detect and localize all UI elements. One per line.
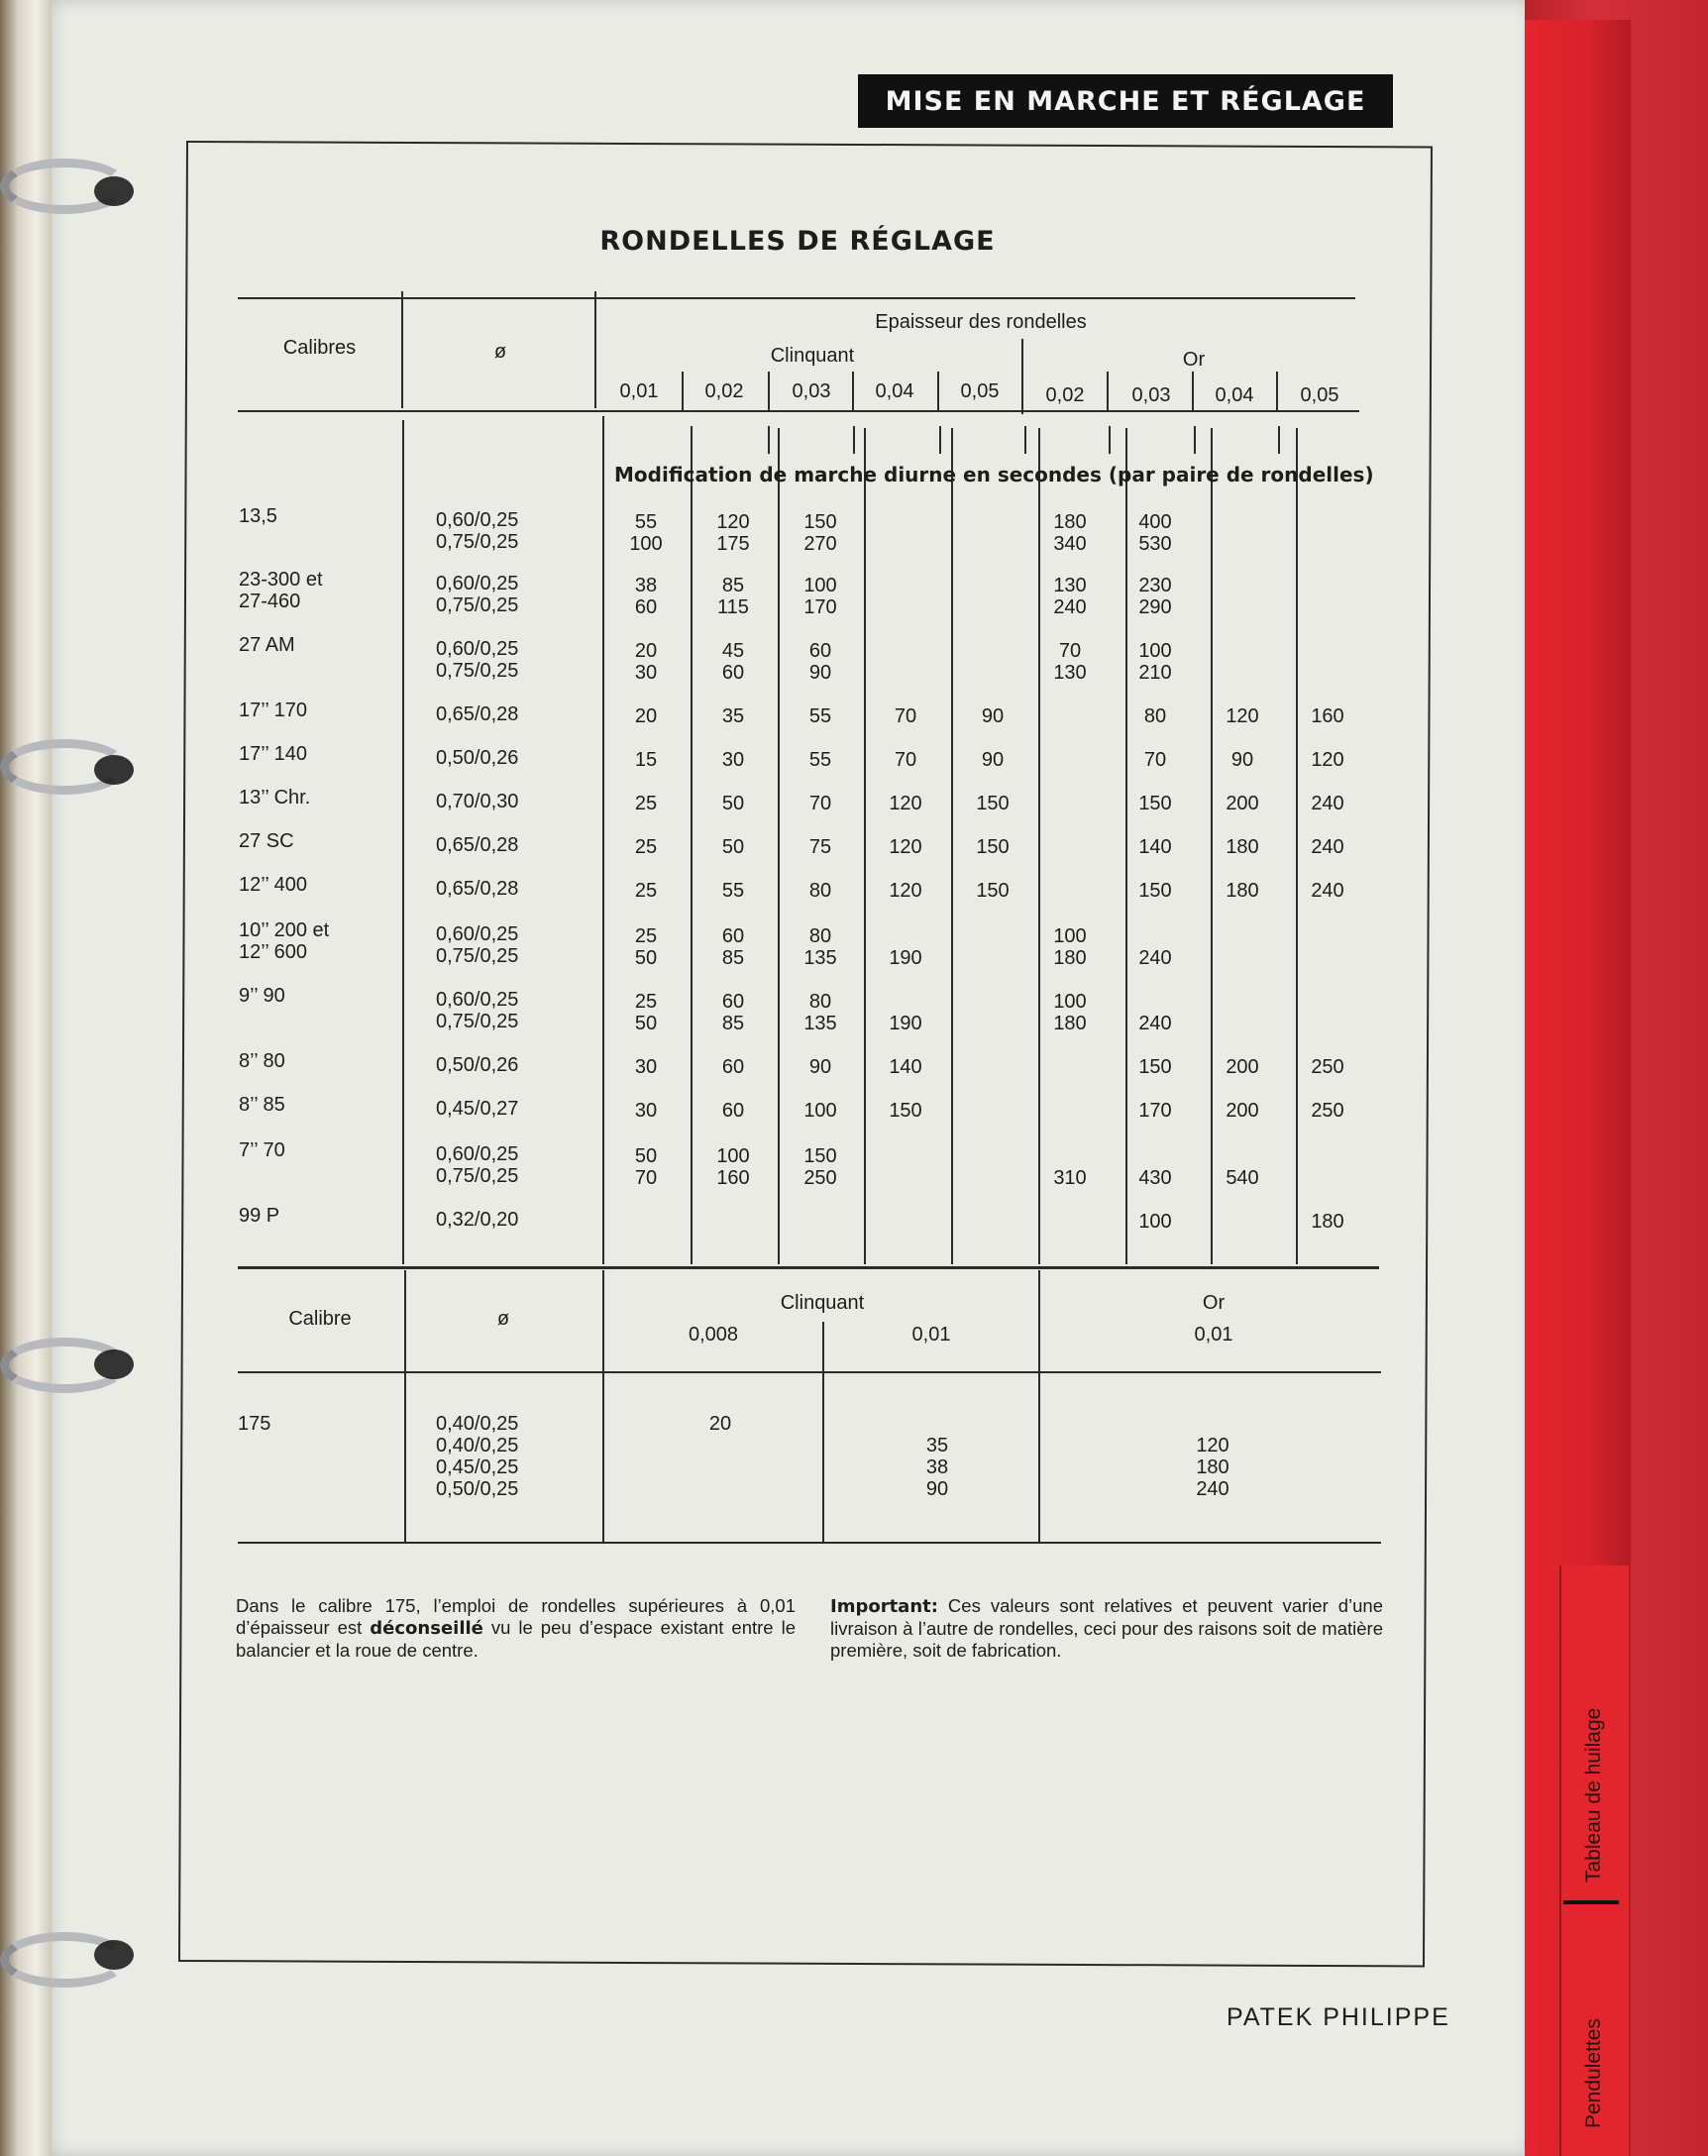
table1-cell-c3: 150: [803, 1145, 837, 1167]
table1-cell-c2: 100: [716, 1145, 750, 1167]
table1-top-rule: [238, 297, 1355, 299]
table1-col-calibres: Calibres: [282, 337, 357, 359]
table1-row-diameter: 0,60/0,25: [436, 509, 519, 531]
tab-tableau-de-huilage[interactable]: Tableau de huilage: [1582, 1707, 1605, 1883]
table1-row-diameter: 0,50/0,26: [436, 747, 519, 769]
table1-clinquant-label: Clinquant: [770, 345, 855, 367]
brand-footer: PATEK PHILIPPE: [1227, 2003, 1450, 2031]
table1-row-diameter: 0,75/0,25: [436, 1165, 519, 1187]
table1-row-diameter: 0,60/0,25: [436, 1143, 519, 1165]
table1-row-calibre: 99 P: [239, 1205, 280, 1227]
table1-cell-o2: 530: [1138, 533, 1172, 555]
table1-tick: [1024, 426, 1026, 454]
table1-row-diameter: 0,75/0,25: [436, 594, 519, 616]
table1-cell-o4: 250: [1311, 1056, 1344, 1078]
table1-cell-o2: 150: [1138, 793, 1172, 814]
table1-or-col: 0,03: [1131, 384, 1171, 406]
table1-cell-c1: 25: [634, 991, 658, 1013]
table1-cell-c2: 85: [721, 947, 745, 969]
table1-cell-c3: 100: [803, 1100, 837, 1122]
table1-cell-o3: 200: [1226, 1056, 1259, 1078]
table1-cell-o3: 180: [1226, 880, 1259, 902]
binder-spine: [0, 0, 52, 2156]
table2-cell-001: 90: [925, 1478, 949, 1500]
table1-or-col: 0,05: [1300, 384, 1339, 406]
table2-diameter: 0,40/0,25: [436, 1413, 519, 1435]
table2-clinquant-label: Clinquant: [780, 1292, 865, 1314]
table1-cell-c2: 160: [716, 1167, 750, 1189]
table1-row-diameter: 0,70/0,30: [436, 791, 519, 812]
table1-tick: [602, 426, 604, 454]
note-calibre-175: [236, 1595, 796, 1662]
table1-cell-o2: 400: [1138, 511, 1172, 533]
table1-cell-o2: 150: [1138, 1056, 1172, 1078]
table1-cell-c1: 38: [634, 575, 658, 596]
table1-row-calibre: 13’’ Chr.: [239, 787, 311, 808]
table1-cell-c3: 80: [808, 880, 832, 902]
table1-cell-o3: 180: [1226, 836, 1259, 858]
table1-tick: [1194, 426, 1196, 454]
table1-clinquant-col: 0,02: [704, 380, 744, 402]
table2-vline-dia: [602, 1270, 604, 1542]
table2-calibre: 175: [238, 1413, 271, 1435]
table2-diameter: 0,40/0,25: [436, 1435, 519, 1456]
table1-cell-c3: 135: [803, 1013, 837, 1034]
table1-cell-c4: 190: [889, 1013, 922, 1034]
table1-cell-c1: 50: [634, 947, 658, 969]
table1-row-diameter: 0,65/0,28: [436, 703, 519, 725]
table1-header-divider: [768, 372, 770, 411]
table2-cell-001: 38: [925, 1456, 949, 1478]
table1-row-diameter: 0,60/0,25: [436, 573, 519, 594]
table1-cell-c4: 140: [889, 1056, 922, 1078]
table1-cell-c2: 35: [721, 705, 745, 727]
table1-cell-o2: 230: [1138, 575, 1172, 596]
table1-cell-c1: 30: [634, 1100, 658, 1122]
table1-cell-c1: 20: [634, 640, 658, 662]
table1-cell-c1: 50: [634, 1013, 658, 1034]
table1-row-calibre: 8’’ 85: [239, 1094, 285, 1116]
table1-cell-c2: 55: [721, 880, 745, 902]
table1-cell-c3: 270: [803, 533, 837, 555]
table1-row-calibre: 17’’ 140: [239, 743, 307, 765]
table1-row-calibre: 13,5: [239, 505, 277, 527]
table1-cell-c5: 150: [976, 793, 1010, 814]
table1-bottom-rule: [238, 1266, 1379, 1269]
table1-cell-o2: 170: [1138, 1100, 1172, 1122]
table1-cell-o3: 120: [1226, 705, 1259, 727]
table1-row-diameter: 0,45/0,27: [436, 1098, 519, 1120]
table1-cell-c2: 60: [721, 1100, 745, 1122]
table1-row-calibre: 8’’ 80: [239, 1050, 285, 1072]
table1-cell-o2: 150: [1138, 880, 1172, 902]
table1-cell-c1: 25: [634, 793, 658, 814]
table1-tick: [691, 426, 693, 454]
table1-cell-c2: 50: [721, 793, 745, 814]
table2-or-label: Or: [1202, 1292, 1226, 1314]
table1-cell-c2: 85: [721, 1013, 745, 1034]
table1-tick: [1109, 426, 1111, 454]
table1-cell-o4: 240: [1311, 836, 1344, 858]
table1-cell-o3: 540: [1226, 1167, 1259, 1189]
table1-cell-c3: 60: [808, 640, 832, 662]
table1-row-diameter: 0,75/0,25: [436, 1011, 519, 1032]
table1-cell-o2: 80: [1143, 705, 1167, 727]
table2-cell-0008: 20: [708, 1413, 732, 1435]
ring-hole-1: [94, 176, 134, 206]
table2-col-diameter: ø: [496, 1308, 510, 1330]
table1-cell-c3: 100: [803, 575, 837, 596]
note-left-text-end: vu le peu d’espace existant entre le balancier et la roue de centre.: [236, 1617, 796, 1661]
table1-cell-c4: 150: [889, 1100, 922, 1122]
tab-pendulettes[interactable]: Pendulettes: [1582, 2018, 1605, 2128]
table1-tick: [939, 426, 941, 454]
table1-cell-c3: 55: [808, 749, 832, 771]
table1-cell-c2: 120: [716, 511, 750, 533]
ring-hole-4: [94, 1940, 134, 1970]
table1-cell-o1: 240: [1053, 596, 1087, 618]
note-left-text: Dans le calibre 175, l’emploi de rondelles supérieures à 0,01 d’épaisseur est: [236, 1595, 796, 1638]
table1-cell-o1: 100: [1053, 991, 1087, 1013]
table1-cell-o4: 120: [1311, 749, 1344, 771]
table1-cell-c1: 55: [634, 511, 658, 533]
note-important: [830, 1595, 1383, 1662]
table1-tick: [853, 426, 855, 454]
table1-cell-c5: 90: [981, 749, 1005, 771]
table1-cell-c3: 150: [803, 511, 837, 533]
table1-cell-c4: 120: [889, 880, 922, 902]
table1-cell-o1: 130: [1053, 662, 1087, 684]
table1-cell-c3: 80: [808, 925, 832, 947]
table1-row-calibre: 27 AM: [239, 634, 295, 656]
table1-cell-c2: 115: [717, 596, 749, 618]
table1-row-calibre: 9’’ 90: [239, 985, 285, 1007]
table1-cell-c1: 25: [634, 925, 658, 947]
table1-cell-c3: 250: [803, 1167, 837, 1189]
table1-cell-c1: 25: [634, 880, 658, 902]
table1-clinquant-col: 0,05: [960, 380, 1000, 402]
table1-clinquant-col: 0,03: [792, 380, 831, 402]
table1-cell-o1: 70: [1058, 640, 1082, 662]
table1-row-diameter: 0,60/0,25: [436, 638, 519, 660]
table2-col-001: 0,01: [911, 1324, 951, 1346]
table1-cell-c3: 55: [808, 705, 832, 727]
table1-cell-o3: 200: [1226, 793, 1259, 814]
table1-cell-c1: 30: [634, 1056, 658, 1078]
table1-row-calibre: 27-460: [239, 591, 301, 612]
table1-body-vline-dia: [602, 416, 604, 1264]
table2-cell-or-001: 240: [1196, 1478, 1229, 1500]
table1-cell-c2: 50: [721, 836, 745, 858]
table1-cell-o2: 100: [1138, 1211, 1172, 1233]
table1-cell-c3: 75: [808, 836, 832, 858]
table1-cell-c1: 20: [634, 705, 658, 727]
table1-clinquant-col: 0,01: [619, 380, 659, 402]
table1-cell-c5: 150: [976, 880, 1010, 902]
table1-cell-c5: 90: [981, 705, 1005, 727]
table1-cell-o4: 240: [1311, 880, 1344, 902]
table1-cell-c1: 25: [634, 836, 658, 858]
note-left-bold: déconseillé: [370, 1618, 483, 1639]
table1-cell-c1: 100: [629, 533, 663, 555]
table1-row-diameter: 0,32/0,20: [436, 1209, 519, 1231]
table2-vline-clinquant-or: [1038, 1270, 1040, 1542]
table1-cell-o2: 290: [1138, 596, 1172, 618]
table1-row-diameter: 0,75/0,25: [436, 660, 519, 682]
table1-cell-c4: 70: [894, 749, 917, 771]
table1-or-col: 0,04: [1215, 384, 1254, 406]
table1-cell-o4: 240: [1311, 793, 1344, 814]
table1-cell-c3: 90: [808, 1056, 832, 1078]
table1-cell-c3: 135: [803, 947, 837, 969]
table1-subheader: Modification de marche diurne en secondes (par paire de rondelles): [614, 463, 1374, 486]
table1-cell-c2: 60: [721, 925, 745, 947]
table1-row-calibre: 10’’ 200 et: [239, 919, 330, 941]
table1-cell-c2: 85: [721, 575, 745, 596]
table1-cell-c2: 175: [716, 533, 750, 555]
table1-cell-o2: 100: [1138, 640, 1172, 662]
table1-cell-o1: 180: [1053, 1013, 1087, 1034]
table2-cell-or-001: 120: [1196, 1435, 1229, 1456]
note-important-text: Ces valeurs sont relatives et peuvent varier d’une livraison à l’autre de rondelles, ceci pour des raisons soit de matière première, soit de fabrication.: [830, 1595, 1383, 1661]
table1-tick: [1278, 426, 1280, 454]
table1-or-col: 0,02: [1045, 384, 1085, 406]
table1-row-calibre: 23-300 et: [239, 569, 323, 591]
table1-row-calibre: 27 SC: [239, 830, 294, 852]
table1-cell-c4: 120: [889, 836, 922, 858]
table1-cell-c1: 30: [634, 662, 658, 684]
table2-col-0008: 0,008: [688, 1324, 739, 1346]
table1-body-vline: [691, 428, 693, 1264]
ring-hole-3: [94, 1349, 134, 1379]
table1-cell-c2: 60: [721, 991, 745, 1013]
table1-cell-o2: 210: [1138, 662, 1172, 684]
table1-cell-o2: 240: [1138, 1013, 1172, 1034]
table1-cell-o1: 180: [1053, 511, 1087, 533]
table2-vline-008-01: [822, 1322, 824, 1542]
table1-tick: [768, 426, 770, 454]
table1-cell-c2: 60: [721, 662, 745, 684]
table2-diameter: 0,45/0,25: [436, 1456, 519, 1478]
table2-cell-or-001: 180: [1196, 1456, 1229, 1478]
table1-row-diameter: 0,60/0,25: [436, 923, 519, 945]
table1-row-diameter: 0,50/0,26: [436, 1054, 519, 1076]
table1-row-diameter: 0,65/0,28: [436, 878, 519, 900]
table1-cell-c5: 150: [976, 836, 1010, 858]
table1-cell-o2: 140: [1138, 836, 1172, 858]
table1-cell-o2: 240: [1138, 947, 1172, 969]
table1-cell-o2: 70: [1143, 749, 1167, 771]
table1-cell-c2: 60: [721, 1056, 745, 1078]
table1-cell-c3: 90: [808, 662, 832, 684]
table1-cell-o4: 180: [1311, 1211, 1344, 1233]
table1-cell-c4: 120: [889, 793, 922, 814]
table1-cell-o1: 180: [1053, 947, 1087, 969]
table1-row-calibre: 17’’ 170: [239, 700, 307, 721]
table1-cell-c4: 190: [889, 947, 922, 969]
table1-cell-o4: 250: [1311, 1100, 1344, 1122]
table1-clinquant-col: 0,04: [875, 380, 914, 402]
table1-cell-o4: 160: [1311, 705, 1344, 727]
page-title: RONDELLES DE RÉGLAGE: [599, 226, 996, 257]
table1-row-diameter: 0,75/0,25: [436, 531, 519, 553]
table1-cell-o1: 310: [1053, 1167, 1087, 1189]
table1-cell-o2: 430: [1138, 1167, 1172, 1189]
table2-header-rule: [238, 1371, 1381, 1373]
table1-cell-c1: 15: [634, 749, 658, 771]
table1-body-vline: [778, 428, 780, 1264]
table1-cell-c3: 170: [803, 596, 837, 618]
table1-row-calibre: 7’’ 70: [239, 1139, 285, 1161]
table1-or-label: Or: [1182, 349, 1206, 371]
table1-cell-c2: 30: [721, 749, 745, 771]
table2-diameter: 0,50/0,25: [436, 1478, 519, 1500]
table1-cell-c2: 45: [721, 640, 745, 662]
table1-header-divider: [1107, 372, 1109, 411]
table1-cell-c1: 70: [634, 1167, 658, 1189]
table1-cell-c3: 80: [808, 991, 832, 1013]
table2-col-calibre: Calibre: [288, 1308, 352, 1330]
table1-body-vline-calibre: [402, 420, 404, 1264]
table1-row-calibre: 12’’ 400: [239, 874, 307, 896]
table2-cell-001: 35: [925, 1435, 949, 1456]
table1-row-diameter: 0,75/0,25: [436, 945, 519, 967]
tab-divider: [1563, 1900, 1619, 1904]
table1-cell-c4: 70: [894, 705, 917, 727]
table1-cell-o3: 200: [1226, 1100, 1259, 1122]
section-header-badge: MISE EN MARCHE ET RÉGLAGE: [858, 74, 1393, 128]
note-important-label: Important:: [830, 1596, 938, 1617]
table2-or-col-001: 0,01: [1194, 1324, 1233, 1346]
table1-row-diameter: 0,65/0,28: [436, 834, 519, 856]
table1-group-header: Epaisseur des rondelles: [875, 311, 1087, 333]
table1-cell-o1: 130: [1053, 575, 1087, 596]
table2-bottom-rule: [238, 1542, 1381, 1544]
table1-cell-c1: 60: [634, 596, 658, 618]
table1-col-diameter: ø: [493, 341, 507, 363]
table1-row-diameter: 0,60/0,25: [436, 989, 519, 1011]
table1-row-calibre: 12’’ 600: [239, 941, 307, 963]
table1-cell-o3: 90: [1230, 749, 1254, 771]
table1-cell-o1: 100: [1053, 925, 1087, 947]
ring-hole-2: [94, 755, 134, 785]
table1-cell-c1: 50: [634, 1145, 658, 1167]
table1-cell-c3: 70: [808, 793, 832, 814]
table1-cell-o1: 340: [1053, 533, 1087, 555]
